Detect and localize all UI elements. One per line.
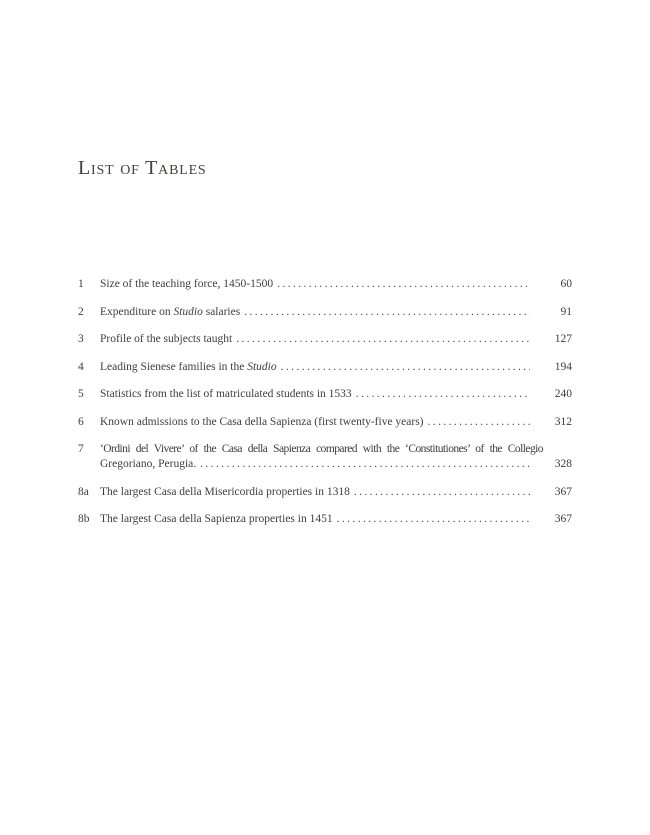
entry-line xyxy=(100,332,572,347)
toc-entry xyxy=(78,485,572,500)
entry-number: 5 xyxy=(78,388,84,400)
entry-title-segment: Gregoriano, Perugia. xyxy=(100,458,197,470)
entry-title-segment: The largest Casa della Sapienza properties in 1451 xyxy=(100,513,333,525)
page-number: 127 xyxy=(554,333,572,345)
entry-title-segment: Studio xyxy=(247,360,277,373)
toc-entry xyxy=(78,360,572,375)
entry-title xyxy=(100,277,273,292)
entry-line xyxy=(100,512,572,527)
entry-title-line1: ‘Ordini del Vivere’ of the Casa della Sapienza compared with the ‘Constitutiones’ of the Collegio xyxy=(100,443,543,455)
entry-line xyxy=(100,485,572,500)
entry-title-segment: Size of the teaching force, 1450-1500 xyxy=(100,278,274,290)
leader-dots xyxy=(232,332,530,347)
page-number: 328 xyxy=(554,458,572,470)
entry-body xyxy=(100,360,572,375)
leader-dots xyxy=(273,277,530,292)
toc-entry xyxy=(78,305,572,320)
toc-entry xyxy=(78,332,572,347)
page-number: 60 xyxy=(560,278,572,290)
entry-title-segment: Profile of the subjects taught xyxy=(100,333,233,345)
entry-body xyxy=(100,332,572,347)
entry-title-segment: The largest Casa della Misericordia properties in 1318 xyxy=(100,485,350,498)
entry-body xyxy=(100,305,572,320)
entry-number: 4 xyxy=(78,360,84,373)
entry-title-segment: Studio xyxy=(173,305,203,318)
entry-title-segment: Statistics from the list of matriculated students in 1533 xyxy=(100,388,352,400)
entry-body xyxy=(100,415,572,430)
leader-dots xyxy=(352,387,530,402)
leader-dots xyxy=(333,512,530,527)
page-number: 367 xyxy=(554,513,572,525)
page-number: 312 xyxy=(554,415,572,428)
leader-dots xyxy=(240,305,530,320)
entry-title xyxy=(100,512,333,527)
entry-title-segment: Expenditure on xyxy=(100,305,174,318)
entry-line xyxy=(100,305,572,320)
leader-dots xyxy=(350,485,530,500)
entry-line xyxy=(100,415,572,430)
page-title: List of Tables xyxy=(78,157,207,179)
entry-number: 8a xyxy=(78,485,89,498)
toc-entry xyxy=(78,442,572,472)
entry-body xyxy=(100,277,572,292)
entry-number: 6 xyxy=(78,415,84,428)
toc-list xyxy=(78,277,572,540)
toc-entry xyxy=(78,415,572,430)
entry-body xyxy=(100,387,572,402)
entry-title xyxy=(100,387,352,402)
entry-title-segment: Leading Sienese families in the xyxy=(100,360,248,373)
entry-line xyxy=(100,277,572,292)
entry-body xyxy=(100,512,572,527)
leader-dots xyxy=(196,457,530,472)
entry-title xyxy=(100,457,196,472)
toc-entry xyxy=(78,277,572,292)
entry-title xyxy=(100,305,240,320)
entry-title xyxy=(100,485,350,500)
entry-line xyxy=(100,387,572,402)
entry-number: 2 xyxy=(78,305,84,318)
entry-line xyxy=(100,457,572,472)
entry-title xyxy=(100,360,277,375)
entry-number: 3 xyxy=(78,333,84,345)
entry-number: 7 xyxy=(78,443,84,455)
entry-title xyxy=(100,332,232,347)
entry-number: 1 xyxy=(78,278,84,290)
page-number: 91 xyxy=(560,305,572,318)
entry-body xyxy=(100,485,572,500)
toc-entry xyxy=(78,512,572,527)
entry-body xyxy=(100,442,572,472)
entry-title-segment: salaries xyxy=(202,305,241,318)
entry-number: 8b xyxy=(78,513,90,525)
page-number: 367 xyxy=(554,485,572,498)
leader-dots xyxy=(277,360,530,375)
leader-dots xyxy=(424,415,530,430)
page-number: 194 xyxy=(554,360,572,373)
page-number: 240 xyxy=(554,388,572,400)
entry-title xyxy=(100,415,424,430)
entry-line xyxy=(100,360,572,375)
toc-entry xyxy=(78,387,572,402)
entry-title-segment: Known admissions to the Casa della Sapienza (first twenty-five years) xyxy=(100,415,424,428)
